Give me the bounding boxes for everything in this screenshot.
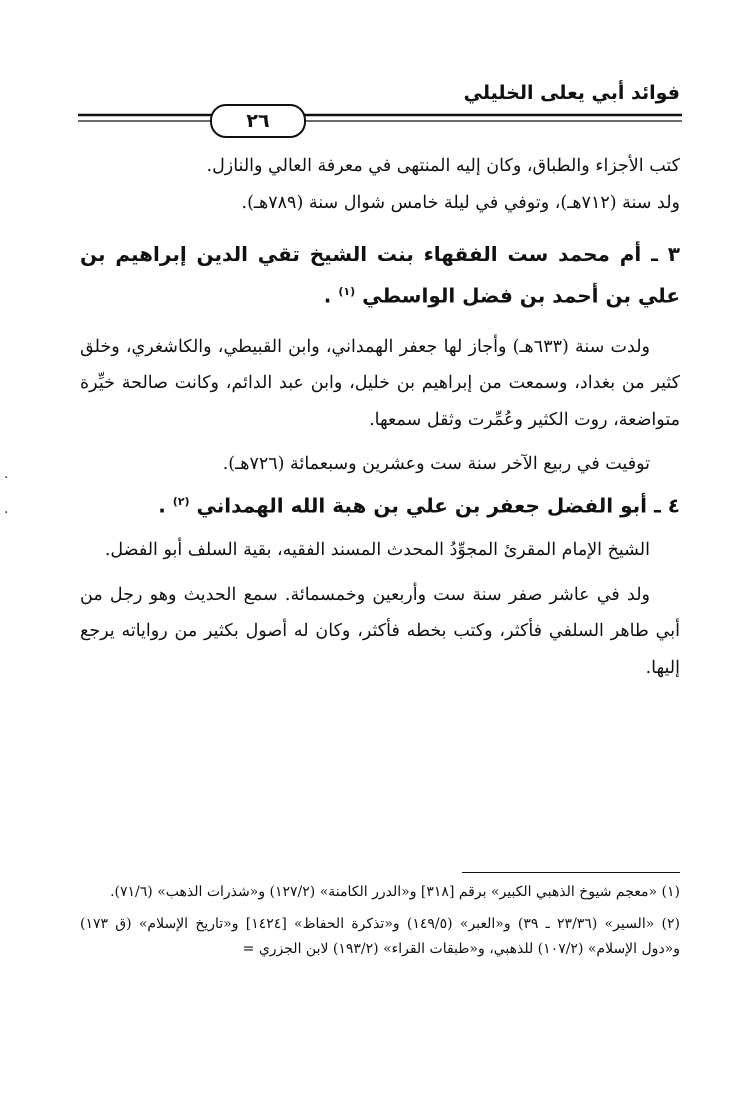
- footnote-separator: [462, 872, 680, 873]
- paragraph-6: ولد في عاشر صفر سنة ست وأربعين وخمسمائة. سمع الحديث وهو رجل من أبي طاهر السلفي فأكثر، وكتب بخطه فأكثر، وكان له أصول بكثير من رواياته يرجع إليها.: [80, 584, 680, 678]
- paragraph-3: ولدت سنة (٦٣٣هـ) وأجاز لها جعفر الهمداني، وابن القبيطي، والكاشغري، وخلق كثير من بغداد، وسمعت من إبراهيم بن خليل، وابن عبد الدائم، وكانت صالحة خيِّرة متواضعة، روت الكثير وعُمِّرت وثقل سمعها.: [80, 336, 680, 430]
- footnote-2: (٢) «السير» (٢٣/٣٦ ـ ٣٩) و«العبر» (١٤٩/٥) و«تذكرة الحفاظ» [١٤٢٤] و«تاريخ الإسلام» (ق ١٧٣) و«دول الإسلام» (١٠٧/٢) للذهبي، و«طبقات القراء» (١٩٣/٢) لابن الجزري =: [80, 915, 680, 957]
- entry-heading-4-text: ٤ ـ أبو الفضل جعفر بن علي بن هبة الله الهمداني: [196, 493, 680, 518]
- scan-edge-mark: ·: [4, 470, 9, 486]
- footnote-1: (١) «معجم شيوخ الذهبي الكبير» برقم [٣١٨] و«الدرر الكامنة» (١٢٧/٢) و«شذرات الذهب» (٧١/٦).: [110, 884, 680, 900]
- scan-edge-mark: ·: [4, 505, 9, 521]
- page-number-badge: [210, 104, 306, 138]
- paragraph-2: ولد سنة (٧١٢هـ)، وتوفي في ليلة خامس شوال سنة (٧٨٩هـ).: [241, 192, 680, 213]
- entry-heading-4-tail: .: [158, 493, 173, 518]
- paragraph-4: توفيت في ربيع الآخر سنة ست وعشرين وسبعمائة (٧٢٦هـ).: [222, 454, 650, 475]
- entry-heading-3-tail: .: [323, 283, 339, 308]
- footnote-ref-1: (١): [338, 285, 356, 298]
- paragraph-5: الشيخ الإمام المقرئ المجوِّدُ المحدث المسند الفقيه، بقية السلف أبو الفضل.: [104, 540, 650, 561]
- paragraph-1: كتب الأجزاء والطباق، وكان إليه المنتهى في معرفة العالي والنازل.: [206, 156, 680, 176]
- header-rule-lines: [78, 112, 682, 126]
- footnotes: [80, 880, 680, 963]
- page-number: ٢٦: [246, 110, 270, 132]
- running-header-title: فوائد أبي يعلى الخليلي: [463, 82, 680, 104]
- footnote-ref-2: (٢): [172, 494, 190, 508]
- entry-heading-3: [80, 235, 680, 315]
- main-text: [80, 148, 680, 686]
- entry-heading-3-text: ٣ ـ أم محمد ست الفقهاء بنت الشيخ تقي الدين إبراهيم بن علي بن أحمد بن فضل الواسطي: [80, 242, 680, 308]
- entry-heading-4: [80, 483, 680, 525]
